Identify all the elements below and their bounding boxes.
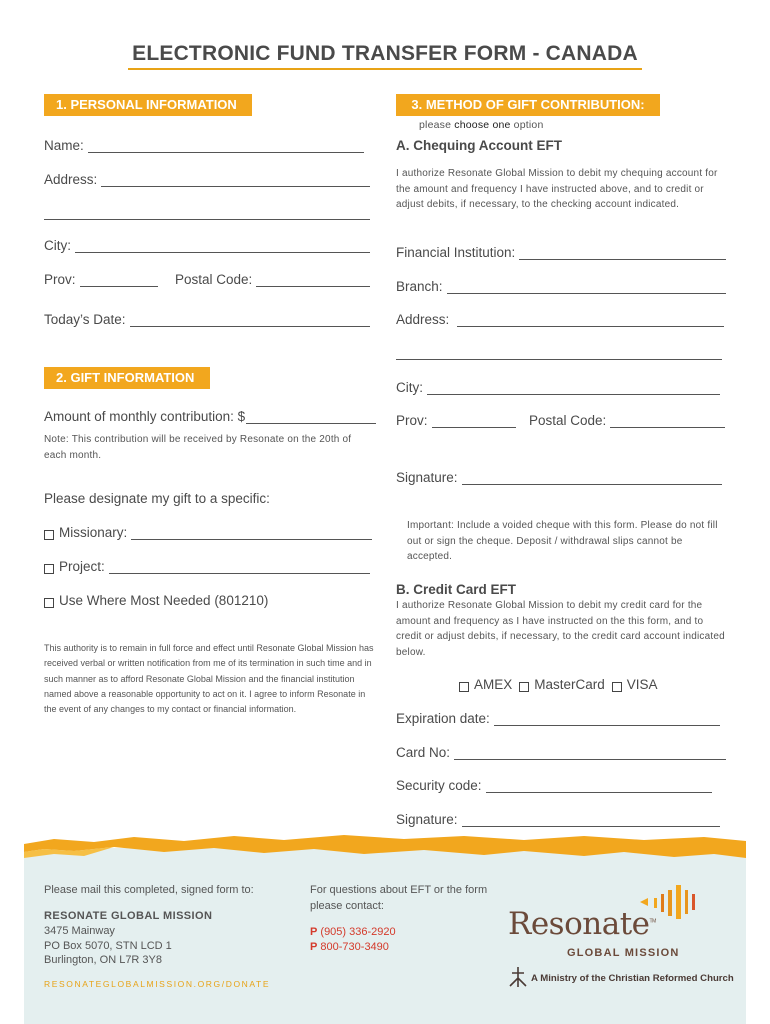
security-code-input-line[interactable] bbox=[486, 778, 712, 793]
address-input-line[interactable] bbox=[101, 172, 370, 187]
logo-word: Resonate bbox=[508, 906, 650, 942]
project-field[interactable] bbox=[44, 559, 370, 574]
todays-date-field[interactable] bbox=[44, 312, 370, 327]
todays-date-label: Today’s Date: bbox=[44, 312, 126, 327]
mastercard-checkbox[interactable] bbox=[519, 682, 529, 692]
website-link[interactable]: RESONATEGLOBALMISSION.ORG/DONATE bbox=[44, 979, 271, 989]
logo-subtitle: GLOBAL MISSION bbox=[567, 947, 680, 959]
logo-trademark: TM bbox=[649, 918, 656, 925]
bank-address-label: Address: bbox=[396, 312, 450, 327]
footer-brush-stroke bbox=[24, 830, 746, 866]
credit-card-heading: B. Credit Card EFT bbox=[396, 582, 517, 597]
title-underline bbox=[128, 68, 642, 70]
postal-code-field[interactable] bbox=[175, 272, 370, 287]
address-line-3: Burlington, ON L7R 3Y8 bbox=[44, 954, 163, 966]
monthly-amount-input-line[interactable] bbox=[246, 409, 376, 424]
visa-checkbox[interactable] bbox=[612, 682, 622, 692]
project-checkbox[interactable] bbox=[44, 564, 54, 574]
postal-code-label: Postal Code: bbox=[175, 272, 253, 287]
name-label: Name: bbox=[44, 138, 84, 153]
choose-emphasis: choose one bbox=[454, 119, 511, 131]
credit-signature-input-line[interactable] bbox=[462, 812, 720, 827]
credit-authorize-text: I authorize Resonate Global Mission to debit my credit card for the amount and frequency as I have instructed on the this form, and to credit or adjust debits, if necessary, to the credit card account indicated below. bbox=[396, 600, 725, 658]
financial-institution-input-line[interactable] bbox=[519, 245, 726, 260]
choose-suffix: option bbox=[510, 119, 544, 131]
missionary-checkbox[interactable] bbox=[44, 530, 54, 540]
most-needed-checkbox[interactable] bbox=[44, 598, 54, 608]
contribution-note: Note: This contribution will be received by Resonate on the 20th of each month. bbox=[44, 434, 352, 461]
missionary-input-line[interactable] bbox=[131, 525, 372, 540]
bank-address-field[interactable] bbox=[396, 312, 724, 327]
prov-label: Prov: bbox=[44, 272, 76, 287]
missionary-field[interactable] bbox=[44, 525, 372, 540]
expiration-date-label: Expiration date: bbox=[396, 711, 490, 726]
crc-cross-icon bbox=[508, 966, 528, 988]
city-field[interactable] bbox=[44, 238, 370, 253]
ministry-tagline: A Ministry of the Christian Reformed Church bbox=[531, 973, 734, 984]
authority-text: This authority is to remain in full force and effect until Resonate Global Mission has received verbal or written notification from me of its termination in such time and in such manner as to afford Resonate Global Mission and the financial institution named above a reasonable opportunity to act on it. I agree to inform Resonate in the event of any changes to my contact or financial information. bbox=[44, 643, 374, 715]
personal-info-heading: 1. PERSONAL INFORMATION bbox=[44, 94, 252, 116]
branch-label: Branch: bbox=[396, 279, 443, 294]
city-label: City: bbox=[44, 238, 71, 253]
bank-city-input-line[interactable] bbox=[427, 380, 720, 395]
visa-label: VISA bbox=[626, 677, 658, 692]
questions-text: For questions about EFT or the form please contact: bbox=[310, 884, 488, 912]
name-field[interactable] bbox=[44, 138, 364, 153]
org-name: RESONATE GLOBAL MISSION bbox=[44, 910, 213, 922]
branch-field[interactable] bbox=[396, 279, 726, 294]
phone-prefix-2: P bbox=[310, 941, 318, 953]
bank-prov-input-line[interactable] bbox=[432, 413, 516, 428]
most-needed-option[interactable] bbox=[44, 593, 268, 608]
address-line-2-text: PO Box 5070, STN LCD 1 bbox=[44, 940, 172, 952]
monthly-amount-label: Amount of monthly contribution: $ bbox=[44, 409, 246, 424]
card-number-label: Card No: bbox=[396, 745, 451, 760]
phone-line-1 bbox=[310, 925, 396, 941]
logo-wordmark bbox=[508, 906, 656, 942]
chequing-signature-input-line[interactable] bbox=[462, 470, 722, 485]
city-input-line[interactable] bbox=[75, 238, 370, 253]
bank-prov-label: Prov: bbox=[396, 413, 428, 428]
financial-institution-label: Financial Institution: bbox=[396, 245, 516, 260]
gift-info-heading: 2. GIFT INFORMATION bbox=[44, 367, 210, 389]
amex-label: AMEX bbox=[474, 677, 513, 692]
monthly-amount-field[interactable] bbox=[44, 409, 376, 424]
chequing-heading: A. Chequing Account EFT bbox=[396, 138, 562, 153]
mail-instruction: Please mail this completed, signed form to: bbox=[44, 884, 254, 896]
phone-number-2[interactable]: 800-730-3490 bbox=[320, 941, 389, 953]
prov-input-line[interactable] bbox=[80, 272, 158, 287]
bank-address-line-2[interactable] bbox=[396, 358, 722, 360]
project-input-line[interactable] bbox=[109, 559, 370, 574]
security-code-field[interactable] bbox=[396, 778, 712, 793]
gift-method-heading: 3. METHOD OF GIFT CONTRIBUTION: bbox=[396, 94, 660, 116]
address-line-2[interactable] bbox=[44, 218, 370, 220]
address-field[interactable] bbox=[44, 172, 370, 187]
chequing-authorize-text: I authorize Resonate Global Mission to debit my chequing account for the amount and frequency I have instructed above, and to credit or adjust debits, if necessary, to the checking account indicated. bbox=[396, 168, 718, 210]
name-input-line[interactable] bbox=[88, 138, 364, 153]
address-line-1: 3475 Mainway bbox=[44, 925, 115, 937]
bank-postal-code-label: Postal Code: bbox=[529, 413, 607, 428]
credit-signature-label: Signature: bbox=[396, 812, 458, 827]
bank-postal-code-field[interactable] bbox=[529, 413, 725, 428]
phone-number-1[interactable]: (905) 336-2920 bbox=[320, 926, 396, 938]
mastercard-label: MasterCard bbox=[534, 677, 605, 692]
bank-city-field[interactable] bbox=[396, 380, 720, 395]
expiration-date-input-line[interactable] bbox=[494, 711, 720, 726]
most-needed-label: Use Where Most Needed (801210) bbox=[59, 593, 269, 608]
phone-prefix-1: P bbox=[310, 926, 318, 938]
bank-prov-field[interactable] bbox=[396, 413, 516, 428]
amex-checkbox[interactable] bbox=[459, 682, 469, 692]
bank-city-label: City: bbox=[396, 380, 423, 395]
missionary-label: Missionary: bbox=[59, 525, 128, 540]
credit-signature-field[interactable] bbox=[396, 812, 720, 827]
voided-cheque-notice: Important: Include a voided cheque with this form. Please do not fill out or sign the cheque. Deposit / withdrawal slips cannot be accepted. bbox=[407, 520, 718, 562]
phone-line-2 bbox=[310, 940, 389, 956]
todays-date-input-line[interactable] bbox=[130, 312, 370, 327]
prov-field[interactable] bbox=[44, 272, 158, 287]
chequing-signature-label: Signature: bbox=[396, 470, 458, 485]
designate-label: Please designate my gift to a specific: bbox=[44, 491, 270, 506]
address-label: Address: bbox=[44, 172, 98, 187]
card-number-input-line[interactable] bbox=[454, 745, 726, 760]
security-code-label: Security code: bbox=[396, 778, 482, 793]
card-number-field[interactable] bbox=[396, 745, 726, 760]
financial-institution-field[interactable] bbox=[396, 245, 726, 260]
postal-code-input-line[interactable] bbox=[256, 272, 370, 287]
choose-one-instruction bbox=[419, 118, 544, 134]
card-type-options bbox=[459, 677, 658, 692]
expiration-date-field[interactable] bbox=[396, 711, 720, 726]
choose-prefix: please bbox=[419, 119, 455, 131]
branch-input-line[interactable] bbox=[447, 279, 726, 294]
chequing-signature-field[interactable] bbox=[396, 470, 722, 485]
form-title: ELECTRONIC FUND TRANSFER FORM - CANADA bbox=[132, 42, 638, 65]
bank-address-input-line[interactable] bbox=[457, 312, 724, 327]
bank-postal-code-input-line[interactable] bbox=[610, 413, 725, 428]
project-label: Project: bbox=[59, 559, 105, 574]
